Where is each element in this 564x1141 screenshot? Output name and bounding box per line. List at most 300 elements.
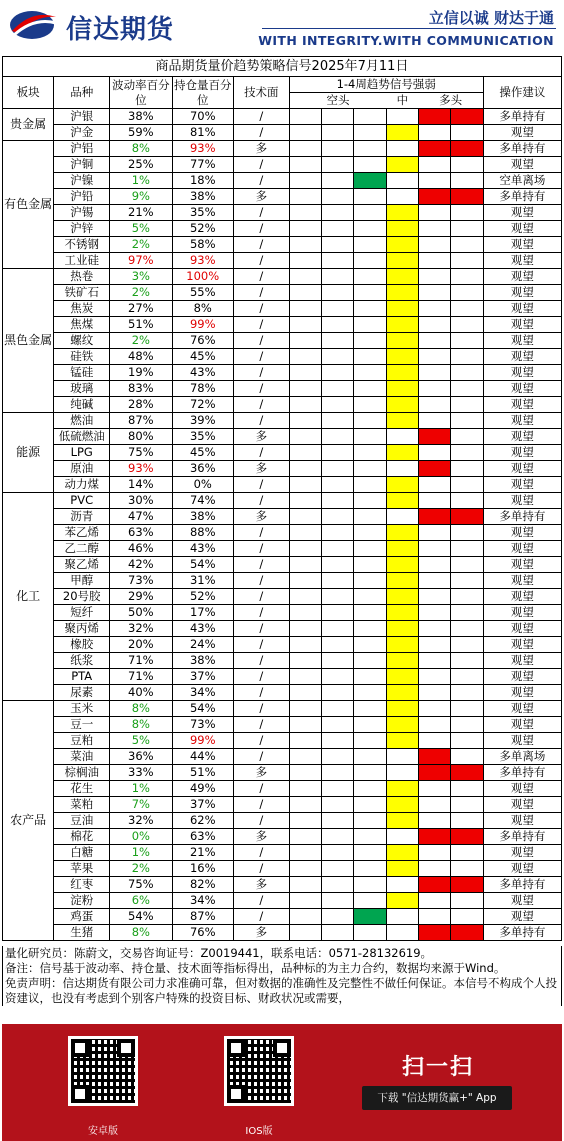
signal-cell [322, 237, 354, 253]
signal-cell [451, 301, 483, 317]
signal-cell [289, 557, 321, 573]
technical-cell: / [233, 781, 289, 797]
signal-cell [386, 701, 418, 717]
signal-cell [386, 109, 418, 125]
technical-cell: / [233, 525, 289, 541]
variety-cell: 淀粉 [54, 893, 110, 909]
advice-cell: 观望 [483, 909, 561, 925]
signal-cell [419, 397, 451, 413]
variety-cell: 螺纹 [54, 333, 110, 349]
signal-cell [354, 813, 386, 829]
signal-cell [289, 525, 321, 541]
open-interest-cell: 54% [172, 701, 233, 717]
advice-cell: 多单持有 [483, 925, 561, 941]
table-row [3, 813, 562, 829]
page-header [0, 0, 564, 54]
variety-cell: 鸡蛋 [54, 909, 110, 925]
signal-cell [451, 541, 483, 557]
signal-cell [354, 413, 386, 429]
notes-section [2, 946, 562, 1006]
open-interest-cell: 31% [172, 573, 233, 589]
signal-cell [354, 845, 386, 861]
advice-cell: 观望 [483, 861, 561, 877]
android-label: 安卓版 [88, 1126, 118, 1137]
volatility-cell: 51% [110, 317, 172, 333]
signal-cell [354, 509, 386, 525]
variety-cell: PTA [54, 669, 110, 685]
variety-cell: 不锈钢 [54, 237, 110, 253]
variety-cell: 聚乙烯 [54, 557, 110, 573]
volatility-cell: 2% [110, 861, 172, 877]
advice-cell: 多单离场 [483, 749, 561, 765]
technical-cell: / [233, 381, 289, 397]
open-interest-cell: 73% [172, 717, 233, 733]
volatility-cell: 5% [110, 733, 172, 749]
open-interest-cell: 51% [172, 765, 233, 781]
signal-cell [386, 861, 418, 877]
signal-cell [419, 557, 451, 573]
variety-cell: 尿素 [54, 685, 110, 701]
remark-note: 备注：信号基于波动率、持仓量、技术面等指标得出，品种标的为主力合约，数据均来源于Wind。 [5, 961, 506, 975]
advice-cell: 观望 [483, 413, 561, 429]
table-row [3, 877, 562, 893]
variety-cell: 苯乙烯 [54, 525, 110, 541]
signal-cell [322, 557, 354, 573]
technical-cell: / [233, 589, 289, 605]
advice-cell: 观望 [483, 525, 561, 541]
volatility-cell: 27% [110, 301, 172, 317]
table-row [3, 781, 562, 797]
signal-cell [289, 909, 321, 925]
ios-qr-code[interactable] [224, 1036, 294, 1106]
signal-cell [451, 701, 483, 717]
technical-cell: / [233, 701, 289, 717]
table-row [3, 845, 562, 861]
signal-cell [451, 157, 483, 173]
signal-cell [386, 285, 418, 301]
header-technical: 技术面 [233, 77, 289, 109]
signal-cell [386, 525, 418, 541]
variety-cell: 苹果 [54, 861, 110, 877]
footer-banner [2, 1024, 562, 1141]
variety-cell: 焦煤 [54, 317, 110, 333]
advice-cell: 观望 [483, 253, 561, 269]
volatility-cell: 2% [110, 333, 172, 349]
technical-cell: / [233, 285, 289, 301]
sector-name: 黑色金属 [3, 269, 54, 413]
brand-slogan: 立信以诚 财达于通 [428, 9, 554, 27]
signal-cell [354, 829, 386, 845]
signal-cell [451, 525, 483, 541]
variety-cell: 硅铁 [54, 349, 110, 365]
variety-cell: 红枣 [54, 877, 110, 893]
advice-cell: 观望 [483, 493, 561, 509]
variety-cell: 棉花 [54, 829, 110, 845]
brand-tagline: WITH INTEGRITY.WITH COMMUNICATION [258, 33, 554, 48]
variety-cell: 焦炭 [54, 301, 110, 317]
volatility-cell: 19% [110, 365, 172, 381]
signal-cell [354, 909, 386, 925]
signal-cell [322, 285, 354, 301]
open-interest-cell: 16% [172, 861, 233, 877]
signal-cell [386, 317, 418, 333]
signal-cell [322, 429, 354, 445]
signal-cell [419, 861, 451, 877]
signal-cell [354, 701, 386, 717]
signal-cell [322, 637, 354, 653]
signal-cell [322, 125, 354, 141]
advice-cell: 观望 [483, 717, 561, 733]
signal-cell [386, 765, 418, 781]
volatility-cell: 8% [110, 717, 172, 733]
advice-cell: 观望 [483, 781, 561, 797]
table-row [3, 493, 562, 509]
volatility-cell: 5% [110, 221, 172, 237]
advice-cell: 观望 [483, 605, 561, 621]
advice-cell: 观望 [483, 733, 561, 749]
technical-cell: 多 [233, 461, 289, 477]
scan-title: 扫一扫 [402, 1055, 475, 1080]
signal-cell [322, 765, 354, 781]
volatility-cell: 1% [110, 845, 172, 861]
advice-cell: 多单持有 [483, 109, 561, 125]
signal-cell [386, 557, 418, 573]
volatility-cell: 30% [110, 493, 172, 509]
signal-cell [451, 125, 483, 141]
advice-cell: 观望 [483, 797, 561, 813]
volatility-cell: 33% [110, 765, 172, 781]
variety-cell: 豆一 [54, 717, 110, 733]
signal-cell [354, 765, 386, 781]
signal-cell [354, 525, 386, 541]
signal-cell [386, 253, 418, 269]
signal-cell [322, 349, 354, 365]
variety-cell: 棕榈油 [54, 765, 110, 781]
table-row [3, 541, 562, 557]
header-variety: 品种 [54, 77, 110, 109]
advice-cell: 观望 [483, 893, 561, 909]
signal-cell [322, 605, 354, 621]
signal-cell [451, 109, 483, 125]
signal-cell [419, 637, 451, 653]
signal-cell [419, 477, 451, 493]
signal-cell [386, 157, 418, 173]
variety-cell: 低硫燃油 [54, 429, 110, 445]
signal-cell [289, 413, 321, 429]
open-interest-cell: 74% [172, 493, 233, 509]
volatility-cell: 14% [110, 477, 172, 493]
signal-cell [451, 253, 483, 269]
signal-cell [354, 637, 386, 653]
advice-cell: 多单持有 [483, 877, 561, 893]
signal-cell [386, 397, 418, 413]
advice-cell: 观望 [483, 589, 561, 605]
open-interest-cell: 34% [172, 893, 233, 909]
signal-cell [386, 189, 418, 205]
open-interest-cell: 78% [172, 381, 233, 397]
table-row [3, 765, 562, 781]
signal-cell [354, 717, 386, 733]
signal-cell [419, 349, 451, 365]
signal-cell [451, 237, 483, 253]
advice-cell: 观望 [483, 621, 561, 637]
signal-cell [289, 317, 321, 333]
header-neutral: 中 [386, 93, 418, 109]
signal-cell [322, 845, 354, 861]
signal-cell [451, 845, 483, 861]
signal-cell [419, 701, 451, 717]
open-interest-cell: 81% [172, 125, 233, 141]
sector-name: 农产品 [3, 701, 54, 941]
table-row [3, 141, 562, 157]
signal-cell [322, 749, 354, 765]
open-interest-cell: 82% [172, 877, 233, 893]
table-row [3, 125, 562, 141]
technical-cell: 多 [233, 765, 289, 781]
signal-cell [322, 781, 354, 797]
volatility-cell: 54% [110, 909, 172, 925]
signal-cell [322, 813, 354, 829]
sector-name: 贵金属 [3, 109, 54, 141]
volatility-cell: 87% [110, 413, 172, 429]
brand-name: 信达期货 [66, 15, 175, 45]
signal-cell [289, 349, 321, 365]
table-row [3, 909, 562, 925]
signal-cell [322, 333, 354, 349]
variety-cell: 甲醇 [54, 573, 110, 589]
signal-cell [289, 445, 321, 461]
signal-cell [419, 813, 451, 829]
technical-cell: / [233, 109, 289, 125]
signal-cell [386, 413, 418, 429]
technical-cell: / [233, 541, 289, 557]
download-app-button[interactable]: 下载 "信达期货赢+" App [362, 1086, 512, 1110]
variety-cell: 锰硅 [54, 365, 110, 381]
volatility-cell: 1% [110, 781, 172, 797]
signal-cell [354, 669, 386, 685]
header-sector: 板块 [3, 77, 54, 109]
signal-cell [419, 525, 451, 541]
variety-cell: 沪铅 [54, 189, 110, 205]
table-row [3, 701, 562, 717]
technical-cell: 多 [233, 141, 289, 157]
technical-cell: / [233, 253, 289, 269]
table-row [3, 221, 562, 237]
technical-cell: / [233, 813, 289, 829]
table-row [3, 381, 562, 397]
volatility-cell: 29% [110, 589, 172, 605]
signal-cell [451, 445, 483, 461]
signal-cell [289, 605, 321, 621]
open-interest-cell: 72% [172, 397, 233, 413]
advice-cell: 观望 [483, 701, 561, 717]
open-interest-cell: 93% [172, 141, 233, 157]
volatility-cell: 2% [110, 237, 172, 253]
sector-name: 有色金属 [3, 141, 54, 269]
volatility-cell: 28% [110, 397, 172, 413]
signal-cell [289, 493, 321, 509]
variety-cell: 白糖 [54, 845, 110, 861]
signal-cell [386, 605, 418, 621]
signal-cell [322, 445, 354, 461]
signal-cell [354, 285, 386, 301]
advice-cell: 观望 [483, 301, 561, 317]
technical-cell: / [233, 621, 289, 637]
open-interest-cell: 38% [172, 653, 233, 669]
open-interest-cell: 76% [172, 925, 233, 941]
variety-cell: 豆粕 [54, 733, 110, 749]
signal-cell [451, 461, 483, 477]
variety-cell: PVC [54, 493, 110, 509]
table-row [3, 461, 562, 477]
table-row [3, 413, 562, 429]
open-interest-cell: 37% [172, 669, 233, 685]
signal-cell [289, 269, 321, 285]
volatility-cell: 1% [110, 173, 172, 189]
volatility-cell: 42% [110, 557, 172, 573]
header-trend: 1-4周趋势信号强弱 [289, 77, 483, 93]
signal-cell [386, 813, 418, 829]
table-row [3, 509, 562, 525]
signal-cell [289, 173, 321, 189]
signal-cell [354, 589, 386, 605]
table-row [3, 925, 562, 941]
signal-cell [322, 397, 354, 413]
signal-cell [419, 621, 451, 637]
variety-cell: 玻璃 [54, 381, 110, 397]
signal-cell [289, 573, 321, 589]
table-row [3, 525, 562, 541]
advice-cell: 观望 [483, 429, 561, 445]
variety-cell: 燃油 [54, 413, 110, 429]
variety-cell: 热卷 [54, 269, 110, 285]
signal-cell [419, 381, 451, 397]
signal-cell [386, 125, 418, 141]
table-row [3, 733, 562, 749]
android-qr-code[interactable] [68, 1036, 138, 1106]
signal-cell [419, 157, 451, 173]
signal-cell [289, 669, 321, 685]
sector-name: 化工 [3, 493, 54, 701]
signal-cell [289, 877, 321, 893]
signal-cell [289, 845, 321, 861]
table-row [3, 829, 562, 845]
signal-cell [386, 733, 418, 749]
advice-cell: 观望 [483, 653, 561, 669]
signal-cell [451, 429, 483, 445]
researcher-note: 量化研究员：陈蔚文，交易咨询证号：Z0019441，联系电话：0571-28132619。 [5, 946, 433, 960]
signal-cell [451, 685, 483, 701]
signal-cell [419, 573, 451, 589]
signal-cell [354, 173, 386, 189]
signal-cell [322, 861, 354, 877]
open-interest-cell: 88% [172, 525, 233, 541]
signal-cell [419, 205, 451, 221]
signal-cell [419, 413, 451, 429]
signal-cell [419, 125, 451, 141]
table-row [3, 573, 562, 589]
signal-cell [354, 685, 386, 701]
open-interest-cell: 45% [172, 349, 233, 365]
signal-cell [322, 189, 354, 205]
signal-cell [322, 653, 354, 669]
table-row [3, 349, 562, 365]
open-interest-cell: 36% [172, 461, 233, 477]
signal-cell [354, 109, 386, 125]
technical-cell: 多 [233, 429, 289, 445]
signal-cell [354, 605, 386, 621]
signal-cell [451, 509, 483, 525]
open-interest-cell: 24% [172, 637, 233, 653]
signal-cell [322, 573, 354, 589]
variety-cell: 纸浆 [54, 653, 110, 669]
signal-cell [386, 221, 418, 237]
signal-cell [354, 253, 386, 269]
signal-cell [322, 669, 354, 685]
variety-cell: 橡胶 [54, 637, 110, 653]
technical-cell: / [233, 333, 289, 349]
advice-cell: 观望 [483, 669, 561, 685]
volatility-cell: 20% [110, 637, 172, 653]
open-interest-cell: 52% [172, 589, 233, 605]
signal-cell [419, 509, 451, 525]
signal-cell [419, 189, 451, 205]
signal-cell [419, 141, 451, 157]
signal-cell [419, 733, 451, 749]
signal-cell [386, 893, 418, 909]
signal-cell [289, 125, 321, 141]
signal-cell [354, 797, 386, 813]
signal-cell [289, 157, 321, 173]
signal-cell [289, 381, 321, 397]
signal-cell [386, 429, 418, 445]
technical-cell: / [233, 413, 289, 429]
signal-cell [354, 461, 386, 477]
volatility-cell: 71% [110, 669, 172, 685]
signal-cell [419, 717, 451, 733]
signal-cell [354, 429, 386, 445]
technical-cell: / [233, 909, 289, 925]
signal-cell [386, 829, 418, 845]
signal-cell [386, 781, 418, 797]
open-interest-cell: 54% [172, 557, 233, 573]
open-interest-cell: 38% [172, 509, 233, 525]
signal-cell [322, 365, 354, 381]
open-interest-cell: 34% [172, 685, 233, 701]
open-interest-cell: 43% [172, 621, 233, 637]
variety-cell: 沪银 [54, 109, 110, 125]
signal-cell [419, 333, 451, 349]
signal-cell [419, 893, 451, 909]
signal-cell [289, 365, 321, 381]
signal-cell [386, 493, 418, 509]
technical-cell: / [233, 573, 289, 589]
open-interest-cell: 45% [172, 445, 233, 461]
volatility-cell: 46% [110, 541, 172, 557]
volatility-cell: 21% [110, 205, 172, 221]
volatility-cell: 2% [110, 285, 172, 301]
advice-cell: 观望 [483, 269, 561, 285]
volatility-cell: 97% [110, 253, 172, 269]
signal-cell [322, 829, 354, 845]
signal-cell [354, 365, 386, 381]
sector-name: 能源 [3, 413, 54, 493]
signal-cell [451, 413, 483, 429]
signal-cell [354, 333, 386, 349]
variety-cell: 生猪 [54, 925, 110, 941]
signal-cell [451, 365, 483, 381]
open-interest-cell: 35% [172, 429, 233, 445]
